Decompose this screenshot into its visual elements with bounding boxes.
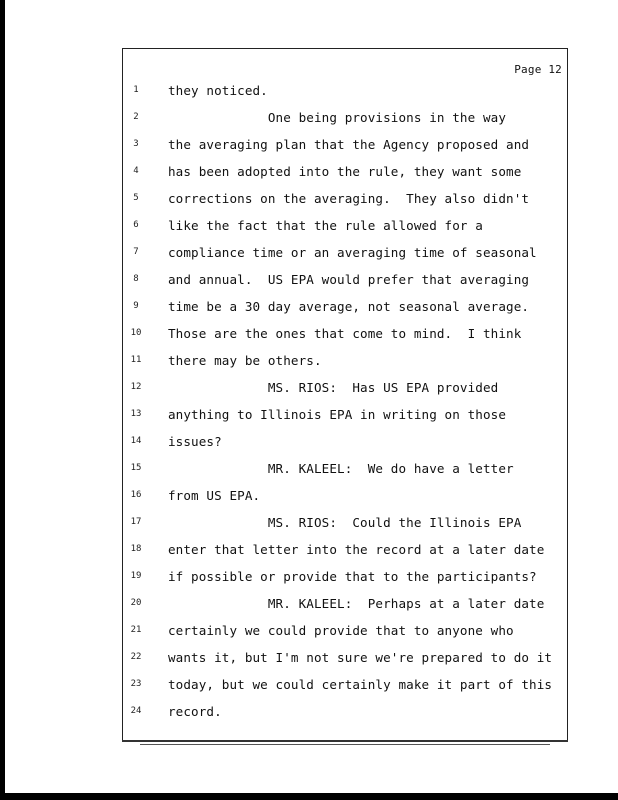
line-number: 11	[130, 355, 142, 365]
line-text: if possible or provide that to the participants?	[168, 569, 537, 584]
line-number: 15	[130, 463, 142, 473]
line-number: 14	[130, 436, 142, 446]
line-text: has been adopted into the rule, they want some	[168, 164, 522, 179]
page-frame-bottom-rule-secondary	[140, 744, 550, 745]
line-number: 9	[133, 301, 139, 311]
line-number: 17	[130, 517, 142, 527]
scan-left-border	[0, 0, 5, 800]
line-text: MS. RIOS: Could the Illinois EPA	[168, 515, 522, 530]
line-number: 23	[130, 679, 142, 689]
line-number: 7	[133, 247, 139, 257]
line-number: 18	[130, 544, 142, 554]
line-text: One being provisions in the way	[168, 110, 507, 125]
line-text: like the fact that the rule allowed for a	[168, 218, 483, 233]
line-number: 19	[130, 571, 142, 581]
line-number: 13	[130, 409, 142, 419]
line-number: 2	[133, 112, 139, 122]
line-text: from US EPA.	[168, 488, 261, 503]
line-text: MR. KALEEL: Perhaps at a later date	[168, 596, 545, 611]
page-number: Page 12	[514, 63, 562, 76]
line-number: 16	[130, 490, 142, 500]
line-number: 6	[133, 220, 139, 230]
line-text: certainly we could provide that to anyone who	[168, 623, 514, 638]
scan-bottom-border	[0, 793, 618, 800]
line-text: anything to Illinois EPA in writing on those	[168, 407, 507, 422]
line-number: 4	[133, 166, 139, 176]
line-text: record.	[168, 704, 222, 719]
line-text: there may be others.	[168, 353, 322, 368]
line-number: 20	[130, 598, 142, 608]
line-text: MS. RIOS: Has US EPA provided	[168, 380, 499, 395]
line-text: the averaging plan that the Agency proposed and	[168, 137, 530, 152]
line-number: 12	[130, 382, 142, 392]
line-number: 22	[130, 652, 142, 662]
line-text: corrections on the averaging. They also didn't	[168, 191, 530, 206]
page-frame-bottom-rule	[122, 740, 568, 742]
line-number: 3	[133, 139, 139, 149]
line-text: they noticed.	[168, 83, 268, 98]
line-number: 8	[133, 274, 139, 284]
line-number: 10	[130, 328, 142, 338]
line-number: 24	[130, 706, 142, 716]
line-text: wants it, but I'm not sure we're prepared to do it	[168, 650, 553, 665]
line-text: today, but we could certainly make it part of this	[168, 677, 553, 692]
line-text: enter that letter into the record at a later date	[168, 542, 545, 557]
line-text: MR. KALEEL: We do have a letter	[168, 461, 514, 476]
line-text: issues?	[168, 434, 222, 449]
line-number: 1	[133, 85, 139, 95]
line-text: compliance time or an averaging time of seasonal	[168, 245, 537, 260]
line-text: and annual. US EPA would prefer that averaging	[168, 272, 530, 287]
line-text: Those are the ones that come to mind. I think	[168, 326, 522, 341]
line-text: time be a 30 day average, not seasonal average.	[168, 299, 530, 314]
line-number: 5	[133, 193, 139, 203]
line-number: 21	[130, 625, 142, 635]
